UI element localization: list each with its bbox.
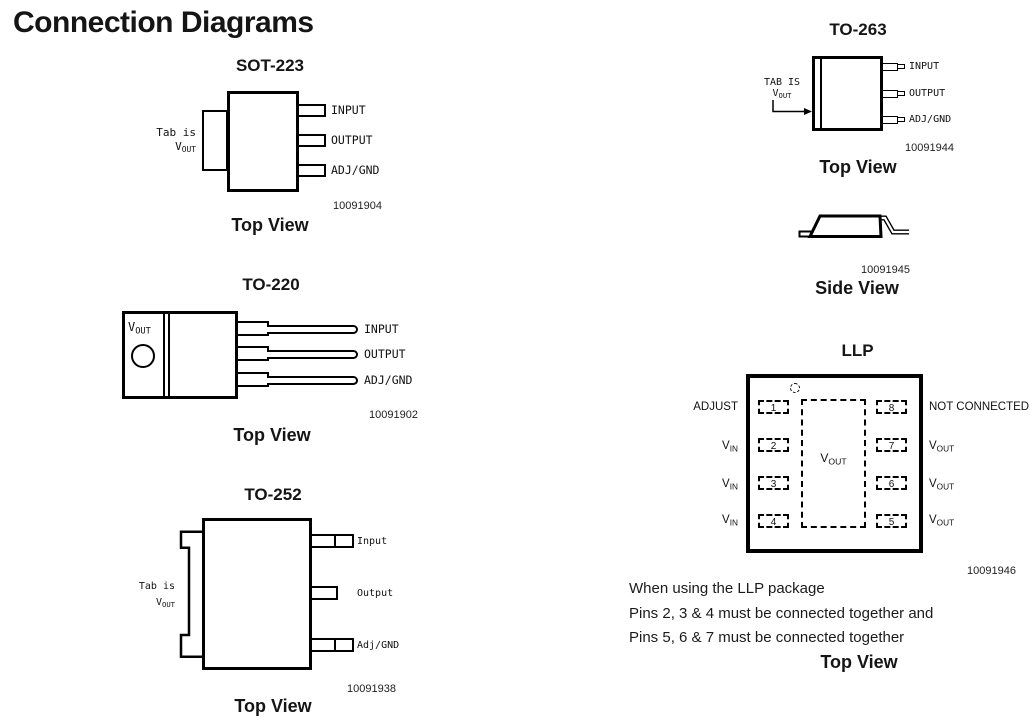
sot223-pin-output	[297, 134, 326, 147]
to220-tab-line-1	[163, 314, 165, 396]
llp-view-label: Top View	[820, 652, 898, 672]
to263-pin-adjgnd-label: ADJ/GND	[909, 114, 952, 125]
llp-label-vin-4: $V_{IN}$	[722, 513, 738, 527]
to220-lead-stub-input	[236, 321, 269, 336]
sideview-package-drawing	[793, 206, 918, 246]
to220-code: 10091902	[369, 409, 418, 421]
to263-pin-output-tip	[897, 91, 905, 96]
to263-code: 10091944	[905, 142, 954, 154]
sot223-tab	[202, 110, 228, 171]
llp-pin1-indicator	[790, 383, 800, 393]
llp-pad-1: 1	[758, 400, 789, 414]
to252-code: 10091938	[347, 683, 396, 695]
llp-note-line-1: When using the LLP package	[629, 580, 825, 597]
to252-pin-output	[310, 586, 338, 600]
llp-center-pad-label: $V_{OUT}$	[820, 451, 847, 467]
sot223-pin-input-label: INPUT	[331, 103, 366, 117]
to263-tab-arrow	[768, 97, 816, 117]
to263-tab-line	[820, 59, 822, 128]
to263-pin-adjgnd-tip	[897, 117, 905, 122]
to220-lead-stub-output	[236, 346, 269, 361]
llp-label-vout-6: $V_{OUT}$	[929, 478, 955, 492]
to220-lead-input	[267, 325, 358, 334]
llp-pad-7: 7	[876, 438, 907, 452]
to263-body	[812, 56, 883, 131]
llp-label-adjust: ADJUST	[693, 400, 738, 413]
sot223-tab-note: Tab is $V_{OUT}$	[156, 126, 196, 155]
to252-pin-adjgnd	[310, 638, 354, 652]
to220-view-label: Top View	[233, 425, 311, 445]
to252-pin-input-divider	[334, 534, 336, 548]
sot223-pin-input	[297, 104, 326, 117]
to263-pin-output-label: OUTPUT	[909, 88, 946, 99]
to252-tab-note: Tab is $V_{OUT}$	[138, 581, 175, 610]
llp-code: 10091946	[967, 565, 1016, 577]
llp-pad-4: 4	[758, 514, 789, 528]
llp-pad-6: 6	[876, 476, 907, 490]
to220-lead-stub-adjgnd	[236, 372, 269, 387]
to252-pin-adjgnd-divider	[334, 638, 336, 652]
to263-title: TO-263	[829, 20, 887, 39]
llp-pad-2: 2	[758, 438, 789, 452]
to263-pin-input-label: INPUT	[909, 61, 940, 72]
llp-label-vin-3: $V_{IN}$	[722, 478, 738, 492]
to220-lead-output	[267, 350, 358, 359]
to252-title: TO-252	[244, 485, 302, 504]
page-title: Connection Diagrams	[13, 6, 314, 39]
llp-note-line-2: Pins 2, 3 & 4 must be connected together and	[629, 605, 934, 622]
to252-pin-adjgnd-label: Adj/GND	[357, 640, 400, 651]
to263-view-label: Top View	[819, 157, 897, 177]
sot223-pin-output-label: OUTPUT	[331, 133, 373, 147]
to220-pin-output-label: OUTPUT	[364, 347, 406, 361]
sot223-code: 10091904	[333, 200, 382, 212]
to220-tab-line-2	[168, 314, 170, 396]
llp-title: LLP	[841, 341, 874, 360]
llp-label-vout-7: $V_{OUT}$	[929, 440, 955, 454]
sot223-body	[227, 91, 299, 192]
sideview-code: 10091945	[861, 264, 910, 276]
to220-pin-adjgnd-label: ADJ/GND	[364, 373, 413, 387]
llp-pad-8: 8	[876, 400, 907, 414]
sot223-pin-adjgnd-label: ADJ/GND	[331, 163, 380, 177]
to263-tab-note: TAB IS $V_{OUT}$	[763, 77, 801, 101]
sot223-title: SOT-223	[235, 56, 305, 75]
to220-vout-label: $V_{OUT}$	[128, 320, 151, 337]
to220-pin-input-label: INPUT	[364, 321, 399, 336]
llp-label-vout-5: $V_{OUT}$	[929, 513, 955, 527]
to220-lead-adjgnd	[267, 376, 358, 385]
to220-title: TO-220	[242, 275, 300, 294]
to252-body	[202, 518, 312, 670]
llp-pad-3: 3	[758, 476, 789, 490]
sot223-pin-adjgnd	[297, 164, 326, 177]
llp-note-line-3: Pins 5, 6 & 7 must be connected together	[629, 628, 905, 646]
to252-pin-input-label: Input	[357, 536, 388, 547]
to252-pin-input	[310, 534, 354, 548]
sideview-view-label: Side View	[815, 278, 899, 298]
to263-pin-input-tip	[897, 64, 905, 69]
sot223-view-label: Top View	[231, 215, 309, 235]
llp-pad-5: 5	[876, 514, 907, 528]
to220-mounting-hole	[131, 344, 155, 368]
to252-view-label: Top View	[234, 696, 312, 716]
llp-label-not-connected: NOT CONNECTED	[929, 400, 1030, 413]
llp-label-vin-2: $V_{IN}$	[722, 440, 738, 454]
to252-pin-output-label: Output	[357, 588, 394, 599]
